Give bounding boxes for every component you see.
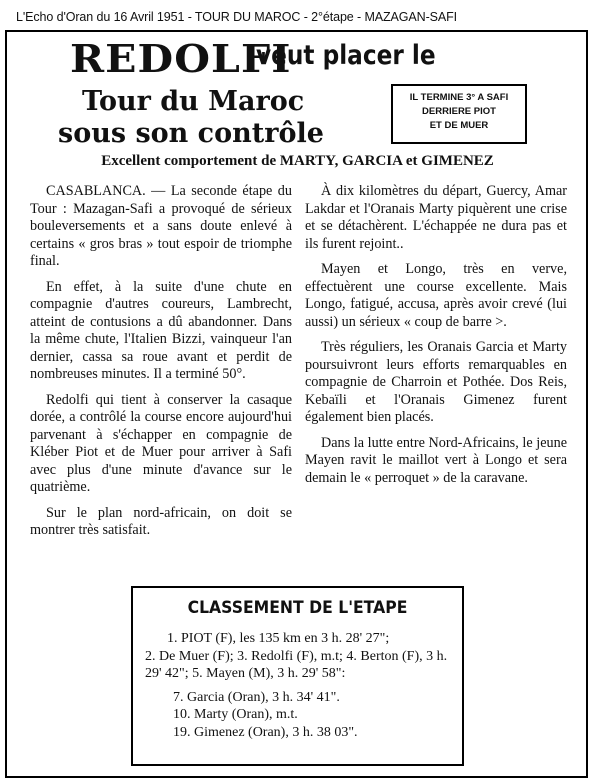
headline-rest: veut placer le bbox=[256, 40, 436, 71]
headline-name: REDOLFI bbox=[70, 36, 292, 81]
paragraph: À dix kilomètres du départ, Guercy, Amar Lakdar et l'Oranais Marty piquèrent une crise et se détachèrent. L'échappée ne dura pas et ils furent rejoint.. bbox=[305, 183, 567, 252]
headline-line3: sous son contrôle bbox=[58, 118, 324, 149]
box-note-line1: IL TERMINE 3° A SAFI bbox=[409, 92, 509, 103]
subheadline: Excellent comportement de MARTY, GARCIA et GIMENEZ bbox=[101, 153, 494, 169]
box-note-line3: ET DE MUER bbox=[429, 120, 489, 131]
paragraph: Sur le plan nord-africain, on doit se montrer très satisfait. bbox=[30, 504, 292, 538]
paragraph: Dans la lutte entre Nord-Africains, le jeune Mayen ravit le maillot vert à Longo et sera demain le « perroquet » de la caravane. bbox=[305, 434, 567, 486]
ranking-line: 2. De Muer (F); 3. Redolfi (F), m.t; 4. Berton (F), 3 h. 29' 42"; 5. Mayen (M), 3 h. 29' 58": bbox=[145, 648, 448, 681]
box-note-line2: DERRIERE PIOT bbox=[422, 106, 496, 117]
ranking-line: 10. Marty (Oran), m.t. bbox=[173, 707, 298, 722]
ranking-line: 1. PIOT (F), les 135 km en 3 h. 28' 27"; bbox=[167, 631, 390, 646]
right-column bbox=[305, 183, 567, 495]
headline-main bbox=[70, 36, 292, 81]
paragraph: En effet, à la suite d'une chute en compagnie d'autres coureurs, Lambrecht, atteint de contusions a dû abandonner. Dans la même chute, l'Italien Bizzi, vainqueur l'an dernier, cassa sa roue avant et perdit de nombreuses minutes. Il a terminé 50°. bbox=[30, 278, 292, 382]
paragraph: CASABLANCA. — La seconde étape du Tour : Mazagan-Safi a provoqué de sérieux bouleversements et a sans doute enlevé à certains « gros bras » tout espoir de triomphe final. bbox=[30, 183, 292, 269]
ranking-line: 19. Gimenez (Oran), 3 h. 38 03". bbox=[173, 724, 358, 740]
paragraph: Très réguliers, les Oranais Garcia et Marty poursuivront leurs efforts remarquables en compagnie de Charroin et Pothée. Dos Reis, Kebaïli et l'Oranais Gimenez furent également bien placés. bbox=[305, 339, 567, 425]
inset-box-note bbox=[391, 84, 527, 144]
source-line: L'Echo d'Oran du 16 Avril 1951 - TOUR DU MAROC - 2°étape - MAZAGAN-SAFI bbox=[16, 10, 458, 24]
paragraph: Mayen et Longo, très en verve, effectuèrent une course excellente. Mais Longo, fatigué, accusa, après avoir crevé (lui aussi) un sérieux « coup de barre >. bbox=[305, 261, 567, 330]
paragraph: Redolfi qui tient à conserver la casaque dorée, a contrôlé la course encore aujourd'hui parvenant à s'échapper en compagnie de Kléber Piot et de Muer pour arriver à Safi avec plus d'une minute d'avance sur le quatrième. bbox=[30, 391, 292, 495]
headline-line2: Tour du Maroc bbox=[82, 86, 305, 117]
page-header bbox=[0, 0, 595, 30]
ranking-title: CLASSEMENT DE L'ETAPE bbox=[187, 598, 408, 618]
left-column bbox=[30, 183, 292, 548]
ranking-box bbox=[131, 586, 464, 766]
ranking-list bbox=[145, 630, 451, 741]
ranking-line: 7. Garcia (Oran), 3 h. 34' 41". bbox=[173, 689, 340, 705]
